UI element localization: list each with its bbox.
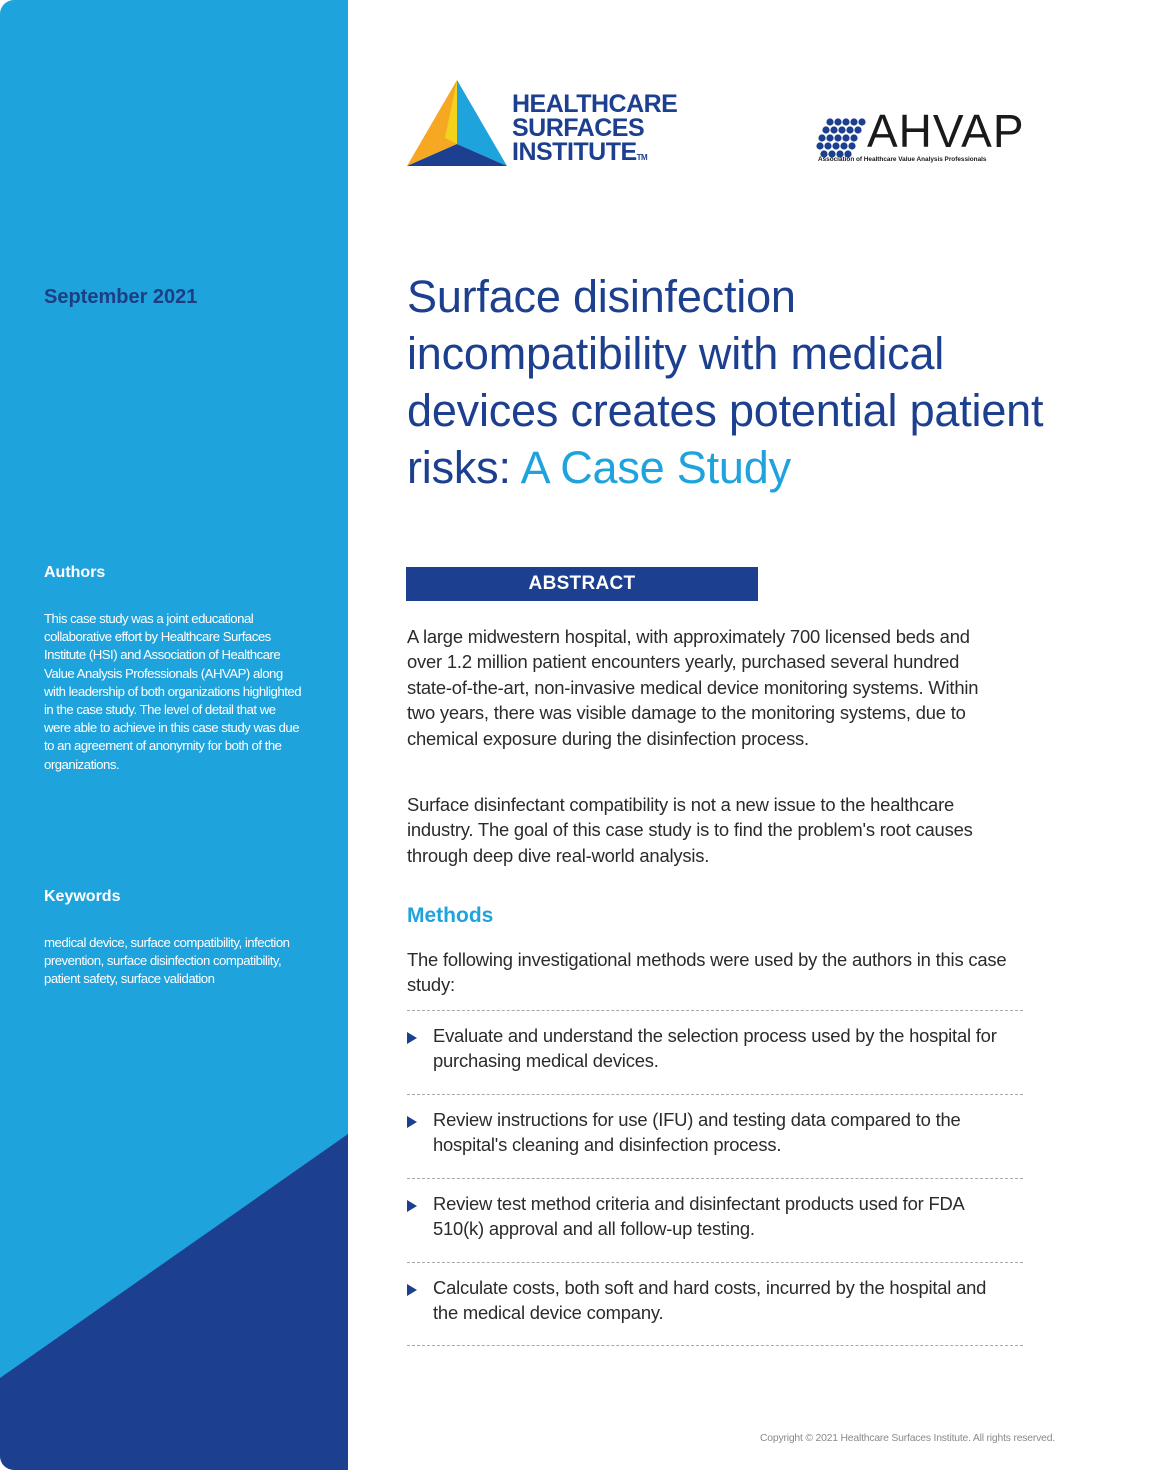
hsi-logo-line-3-text: INSTITUTE — [512, 138, 637, 166]
hsi-logo-wordmark — [512, 92, 677, 170]
divider — [407, 1345, 1023, 1346]
sidebar — [0, 0, 348, 1470]
authors-text: This case study was a joint educational collaborative effort by Healthcare Surfaces Institute (HSI) and Association of Healthcare Value Analysis Professionals (AHVAP) along with leadership of both organizations highlighted in the case study. The level of detail that we were able to achieve in this case study was due to an agreement of anonymity for both of the organizations. — [44, 611, 302, 772]
methods-item-text: Review test method criteria and disinfectant products used for FDA 510(k) approval and all follow-up testing. — [433, 1193, 964, 1240]
hsi-logo-triangle — [405, 78, 515, 170]
authors-heading: Authors — [44, 564, 106, 581]
document-title — [407, 268, 1047, 496]
copyright-notice: Copyright © 2021 Healthcare Surfaces Institute. All rights reserved. — [760, 1433, 1055, 1444]
methods-item-text: Review instructions for use (IFU) and testing data compared to the hospital's cleaning and disinfection process. — [433, 1109, 961, 1156]
keywords-text: medical device, surface compatibility, infection prevention, surface disinfection compatibility, patient safety, surface validation — [44, 935, 290, 987]
ahvap-logo-wordmark: AHVAP — [867, 105, 1025, 157]
hsi-logo-tm: TM — [636, 153, 648, 162]
title-main: Surface disinfection incompatibility with medical devices creates potential patient risks: — [407, 271, 1044, 493]
divider — [407, 1010, 1023, 1011]
ahvap-logo-subtitle: Association of Healthcare Value Analysis Professionals — [818, 156, 987, 163]
bullet-arrow-icon — [407, 1116, 417, 1128]
divider — [407, 1262, 1023, 1263]
keywords-heading: Keywords — [44, 888, 121, 905]
publication-date: September 2021 — [44, 286, 198, 308]
abstract-paragraph-2: Surface disinfectant compatibility is not a new issue to the healthcare industry. The goal of this case study is to find the problem's root causes through deep dive real-world analysis. — [407, 794, 973, 866]
title-accent: A Case Study — [520, 442, 791, 493]
bullet-arrow-icon — [407, 1284, 417, 1296]
divider — [407, 1178, 1023, 1179]
hsi-logo-line-1: HEALTHCARE — [512, 90, 678, 118]
divider — [407, 1094, 1023, 1095]
methods-item-text: Calculate costs, both soft and hard costs, incurred by the hospital and the medical device company. — [433, 1277, 987, 1324]
abstract-heading: ABSTRACT — [406, 567, 758, 601]
methods-heading: Methods — [407, 904, 494, 927]
hsi-logo-line-2: SURFACES — [512, 114, 645, 142]
methods-intro: The following investigational methods were used by the authors in this case study: — [407, 949, 1007, 996]
bullet-arrow-icon — [407, 1200, 417, 1212]
hsi-logo-line-3 — [512, 140, 677, 170]
bullet-arrow-icon — [407, 1032, 417, 1044]
abstract-paragraph-1: A large midwestern hospital, with approximately 700 licensed beds and over 1.2 million patient encounters yearly, purchased several hundred state-of-the-art, non-invasive medical device monitoring systems. Within two years, there was visible damage to the monitoring systems, due to chemical exposure during the disinfection process. — [407, 626, 979, 749]
methods-item-text: Evaluate and understand the selection process used by the hospital for purchasing medical devices. — [433, 1025, 997, 1072]
